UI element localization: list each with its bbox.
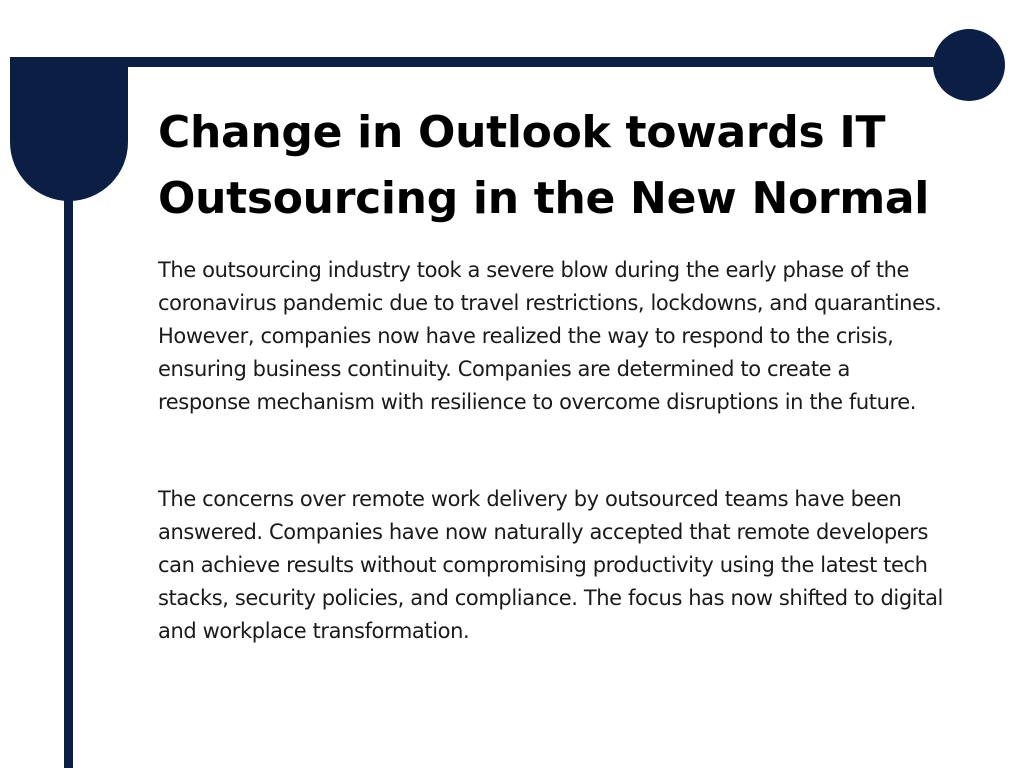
- left-decorative-rule: [64, 190, 73, 768]
- left-decorative-tab: [10, 57, 128, 201]
- body-paragraph-2: The concerns over remote work delivery by outsourced teams have been answered. Companies have now naturally accepted that remote developers can achieve results without compromising productivity using the latest tech stacks, security policies, and compliance. The focus has now shifted to digital and workplace transformation.: [158, 487, 943, 643]
- top-decorative-rule: [10, 57, 970, 67]
- page-title: Change in Outlook towards IT Outsourcing in the New Normal: [158, 107, 930, 224]
- body-paragraph-1: The outsourcing industry took a severe blow during the early phase of the coronavirus pandemic due to travel restrictions, lockdowns, and quarantines. However, companies now have realized the way to respond to the crisis, ensuring business continuity. Companies are determined to create a response mechanism with resilience to overcome disruptions in the future.: [158, 258, 942, 414]
- corner-decorative-circle: [933, 29, 1005, 101]
